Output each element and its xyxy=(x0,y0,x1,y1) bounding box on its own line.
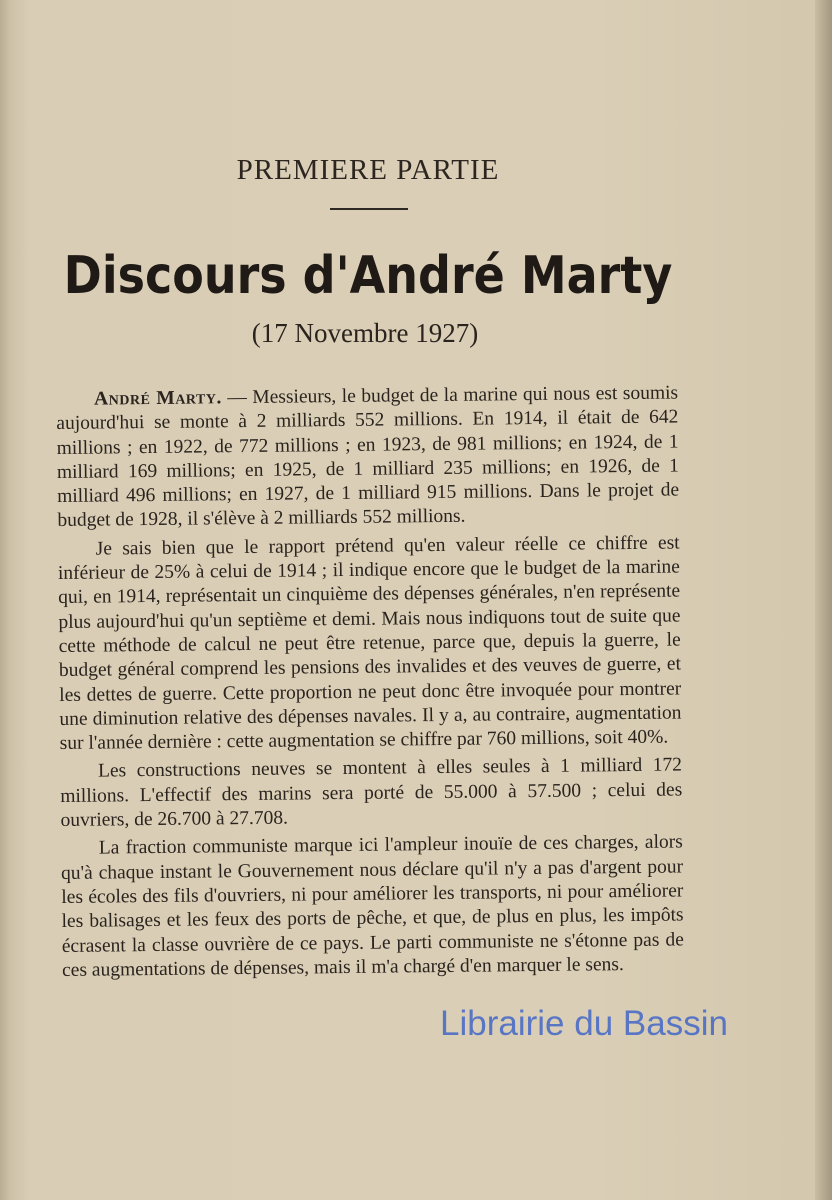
paragraph-2: Je sais bien que le rapport prétend qu'en valeur réelle ce chiffre est inférieur de 25% à celui de 1914 ; il indique encore que le budget de la marine qui, en 1914, représentait un cinquième des dépenses générales, n'en représente plus aujourd'hui qu'un septième et demi. Mais nous indiquons tout de suite que cette méthode de calcul ne peut être retenue, parce que, depuis la guerre, le budget général comprend les pensions des invalides et des veuves de guerre, et les dettes de guerre. Cette proportion ne peut donc être invoquée pour montrer une diminution relative des dépenses navales. Il y a, au contraire, augmentation sur l'année dernière : cette augmentation se chiffre par 760 millions, soit 40%. xyxy=(57,532,682,755)
speech-body xyxy=(56,381,684,987)
page-edge-shadow xyxy=(815,0,832,1200)
paragraph-1-text: — Messieurs, le budget de la marine qui nous est soumis aujourd'hui se monte à 2 milliards 552 millions. En 1914, il était de 642 millions ; en 1922, de 772 millions ; en 1923, de 981 millions; en 1924, de 1 milliard 169 millions; en 1925, de 1 milliard 235 millions; en 1926, de 1 milliard 496 millions; en 1927, de 1 milliard 915 millions. Dans le projet de budget de 1928, il s'élève à 2 milliards 552 millions. xyxy=(56,382,680,532)
heading-divider xyxy=(330,208,408,210)
paragraph-4: La fraction communiste marque ici l'ampleur inouïe de ces charges, alors qu'à chaque instant le Gouvernement nous déclare qu'il n'y a pas d'argent pour les écoles des fils d'ouvriers, ni pour améliorer les transports, ni pour améliorer les balisages et les feux des ports de pêche, et que, de plus en plus, les impôts écrasent la classe ouvrière de ce pays. Le parti communiste ne s'étonne pas de ces augmentations de dépenses, mais il m'a chargé d'en marquer le sens. xyxy=(60,831,684,981)
paragraph-1 xyxy=(56,381,679,533)
speech-date: (17 Novembre 1927) xyxy=(251,318,479,348)
speech-title: Discours d'André Marty xyxy=(63,244,673,306)
watermark: Librairie du Bassin xyxy=(440,1004,728,1043)
paragraph-3: Les constructions neuves se montent à elles seules à 1 milliard 172 millions. L'effectif des marins sera porté de 55.000 à 57.500 ; celui des ouvriers, de 26.700 à 27.708. xyxy=(60,754,683,832)
speaker-name: André Marty. xyxy=(94,387,222,410)
section-heading: PREMIERE PARTIE xyxy=(236,154,500,186)
